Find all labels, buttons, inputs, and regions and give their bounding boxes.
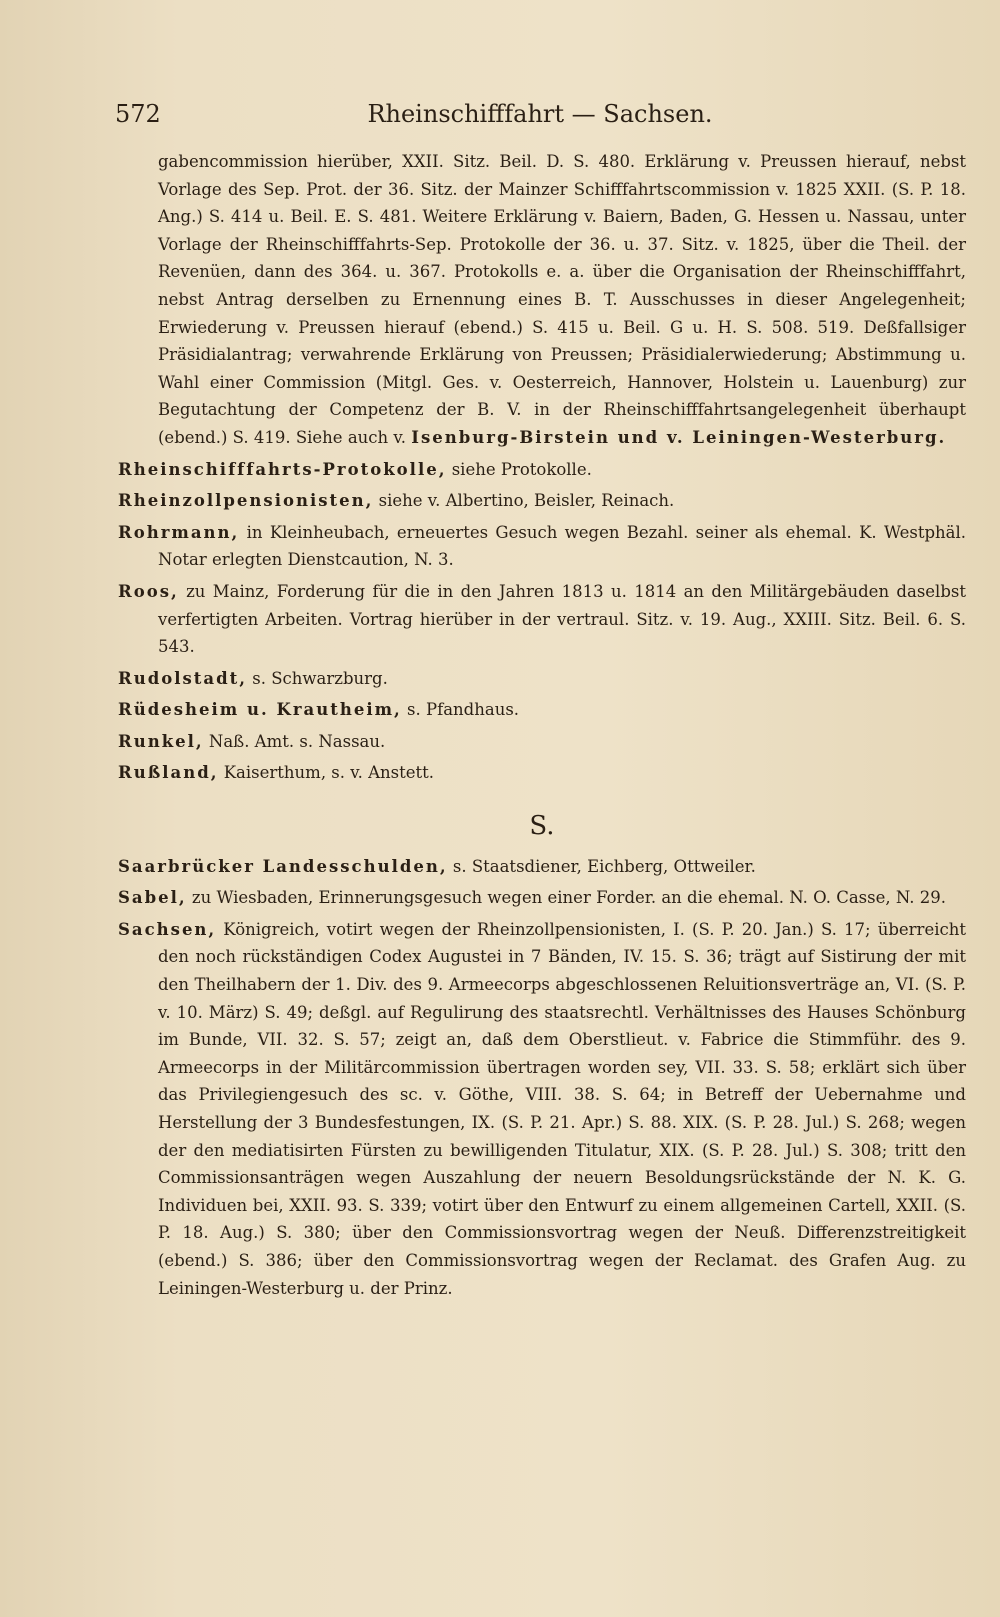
entry-saarbruecker: Saarbrücker Landesschulden, s. Staatsdiener, Eichberg, Ottweiler.: [118, 856, 756, 876]
entry-keyword: Rohrmann,: [118, 522, 240, 542]
page-number: 572: [115, 100, 161, 128]
entry-sachsen: Sachsen, Königreich, votirt wegen der Rheinzollpensionisten, I. (S. P. 20. Jan.) S. 17; überreicht den noch rückständigen Codex Augustei in 7 Bänden, IV. 15. S. 36; trägt auf Sistirung der mit den Theilhabern der 1. Div. des 9. Armeecorps abgeschlossenen Reluitionsverträge an, VI. (S. P. v. 10. März) S. 49; deßgl. auf Regulirung des staatsrechtl. Verhältnisses des Hauses Schönburg im Bunde, VII. 32. S. 57; zeigt an, daß dem Oberstlieut. v. Fabrice die Stimmführ. des 9. Armeecorps in der Militärcommission übertragen worden sey, VII. 33. S. 58; erklärt sich über das Privilegiengesuch des sc. v. Göthe, VIII. 38. S. 64; in Betreff der Uebernahme und Herstellung der 3 Bundesfestungen, IX. (S. P. 21. Apr.) S. 88. XIX. (S. P. 28. Jul.) S. 268; wegen der den mediatisirten Fürsten zu bewilligenden Titulatur, XIX. (S. P. 28. Jul.) S. 308; tritt den Commissionsanträgen wegen Auszahlung der neuern Besoldungsrückstände der N. K. G. Individuen bei, XXII. 93. S. 339; votirt über den Entwurf zu einem allgemeinen Cartell, XXII. (S. P. 18. Aug.) S. 380; über den Commissionsvortrag wegen der Neuß. Differenzstreitigkeit (ebend.) S. 386; über den Commissionsvortrag wegen der Reclamat. des Grafen Aug. zu Leiningen-Westerburg u. der Prinz.: [118, 919, 966, 1298]
entry-russland: Rußland, Kaiserthum, s. v. Anstett.: [118, 763, 435, 783]
entry-continuation: gabencommission hierüber, XXII. Sitz. Beil. D. S. 480. Erklärung v. Preussen hierauf, nebst Vorlage des Sep. Prot. der 36. Sitz. der Mainzer Schifffahrtscommission v. 1825 XXII. (S. P. 18. Ang.) S. 414 u. Beil. E. S. 481. Weitere Erklärung v. Baiern, Baden, G. Hessen u. Nassau, unter Vorlage der Rheinschifffahrts-Sep. Protokolle der 36. u. 37. Sitz. v. 1825, über die Theil. der Revenüen, dann des 364. u. 367. Protokolls e. a. über die Organisation der Rheinschifffahrt, nebst Antrag derselben zu Ernennung eines B. T. Ausschusses in dieser Angelegenheit; Erwiederung v. Preussen hierauf (ebend.) S. 415 u. Beil. G u. H. S. 508. 519. Deßfallsiger Präsidialantrag; verwahrende Erklärung von Preussen; Präsidialerwiederung; Abstimmung u. Wahl einer Commission (Mitgl. Ges. v. Oesterreich, Hannover, Holstein u. Lauenburg) zur Begutachtung der Competenz der B. V. in der Rheinschifffahrtsangelegenheit überhaupt (ebend.) S. 419. Siehe auch v. Isenburg-Birstein und v. Leiningen-Westerburg.: [158, 152, 966, 447]
entry-keyword: Sabel,: [118, 888, 187, 908]
entry-keyword: Rheinschifffahrts-Protokolle,: [118, 459, 447, 479]
entry-keyword: Rheinzollpensionisten,: [118, 491, 374, 511]
entry-rheinschifffahrts-protokolle: Rheinschifffahrts-Protokolle, siehe Protokolle.: [118, 459, 592, 479]
entry-keyword: Sachsen,: [118, 919, 217, 939]
entry-keyword: Roos,: [118, 581, 179, 601]
entry-rudolstadt: Rudolstadt, s. Schwarzburg.: [118, 668, 388, 688]
entry-keyword: Saarbrücker Landesschulden,: [118, 856, 448, 876]
entry-sabel: Sabel, zu Wiesbaden, Erinnerungsgesuch wegen einer Forder. an die ehemal. N. O. Casse, N. 29.: [118, 888, 946, 908]
entry-roos: Roos, zu Mainz, Forderung für die in den Jahren 1813 u. 1814 an den Militärgebäuden daselbst verfertigten Arbeiten. Vortrag hierüber in der vertraul. Sitz. v. 19. Aug., XXIII. Sitz. Beil. 6. S. 543.: [118, 581, 966, 657]
entry-ruedesheim: Rüdesheim u. Krautheim, s. Pfandhaus.: [118, 700, 520, 720]
entry-rheinzollpensionisten: Rheinzollpensionisten, siehe v. Albertino, Beisler, Reinach.: [118, 491, 675, 511]
section-letter: S.: [529, 811, 555, 842]
entry-keyword: Isenburg-Birstein und v. Leiningen-Westerburg.: [411, 427, 947, 447]
entry-keyword: Runkel,: [118, 731, 204, 751]
entry-keyword: Rudolstadt,: [118, 668, 248, 688]
running-head: Rheinschifffahrt — Sachsen.: [367, 100, 713, 128]
entry-rohrmann: Rohrmann, in Kleinheubach, erneuertes Gesuch wegen Bezahl. seiner als ehemal. K. Westphäl. Notar erlegten Dienstcaution, N. 3.: [118, 522, 966, 570]
entry-keyword: Rußland,: [118, 763, 219, 783]
entry-runkel: Runkel, Naß. Amt. s. Nassau.: [118, 731, 386, 751]
entry-keyword: Rüdesheim u. Krautheim,: [118, 700, 402, 720]
index-body: [118, 148, 966, 1306]
